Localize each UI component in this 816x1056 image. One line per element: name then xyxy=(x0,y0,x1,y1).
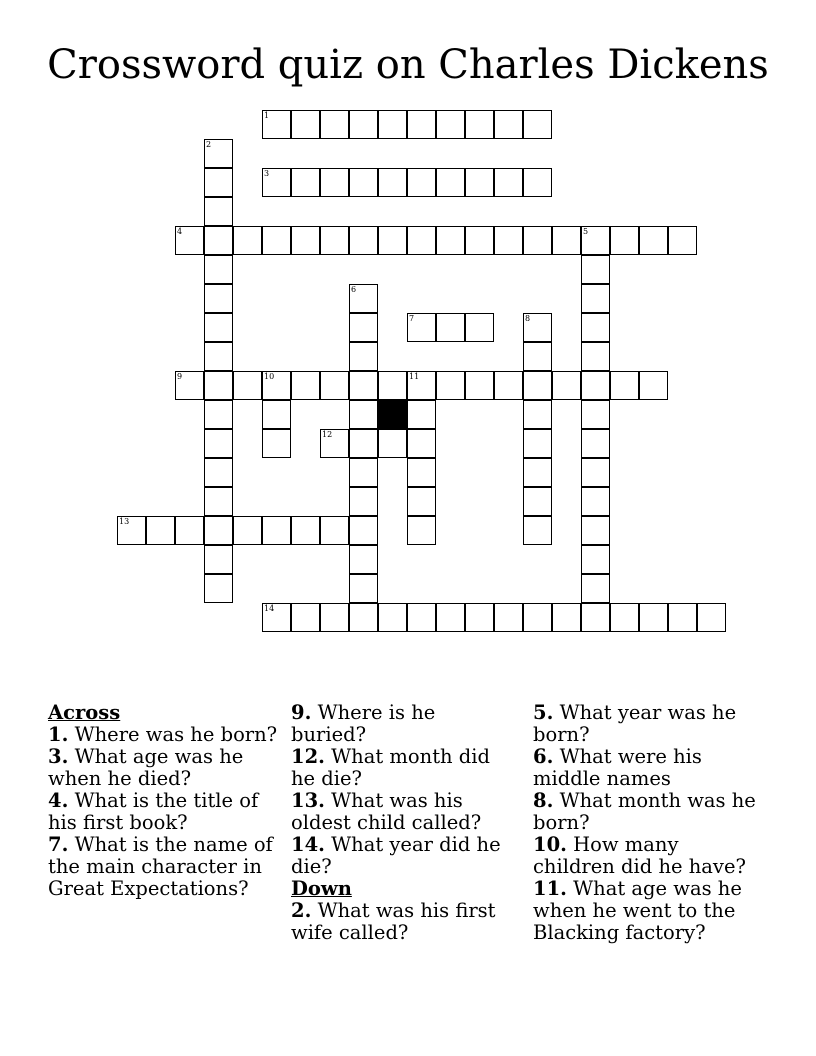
grid-cell[interactable] xyxy=(581,458,610,487)
clue-text: Where is he buried? xyxy=(291,701,436,746)
grid-cell[interactable] xyxy=(146,516,175,545)
grid-cell[interactable] xyxy=(610,371,639,400)
grid-cell[interactable] xyxy=(204,313,233,342)
grid-cell[interactable] xyxy=(291,226,320,255)
grid-cell[interactable] xyxy=(378,603,407,632)
cell-number: 11 xyxy=(409,372,420,381)
grid-cell[interactable] xyxy=(436,110,465,139)
grid-cell[interactable] xyxy=(349,226,378,255)
clue-across-4 xyxy=(48,790,288,834)
grid-cell[interactable] xyxy=(349,487,378,516)
grid-cell[interactable] xyxy=(262,400,291,429)
clue-down-8 xyxy=(533,790,763,834)
grid-cell[interactable] xyxy=(349,574,378,603)
cell-number: 13 xyxy=(119,517,130,526)
grid-cell[interactable] xyxy=(233,371,262,400)
grid-cell[interactable] xyxy=(204,168,233,197)
grid-cell[interactable] xyxy=(407,429,436,458)
clue-text: What was his oldest child called? xyxy=(291,789,482,834)
cell-number: 3 xyxy=(264,169,270,178)
grid-cell[interactable] xyxy=(523,458,552,487)
grid-cell[interactable] xyxy=(262,516,291,545)
grid-cell[interactable] xyxy=(523,313,552,342)
grid-cell[interactable] xyxy=(581,545,610,574)
clue-across-12 xyxy=(291,746,516,790)
grid-cell[interactable] xyxy=(291,603,320,632)
grid-cell[interactable] xyxy=(291,168,320,197)
grid-cell[interactable] xyxy=(552,603,581,632)
grid-cell[interactable] xyxy=(233,516,262,545)
grid-cell[interactable] xyxy=(204,139,233,168)
grid-cell[interactable] xyxy=(581,603,610,632)
clue-down-2 xyxy=(291,900,516,944)
clue-text: What age was he when he died? xyxy=(48,745,244,790)
grid-cell[interactable] xyxy=(204,545,233,574)
grid-cell[interactable] xyxy=(349,516,378,545)
clue-across-1 xyxy=(48,724,288,746)
grid-cell[interactable] xyxy=(320,226,349,255)
clue-number: 7. xyxy=(48,833,69,856)
grid-cell[interactable] xyxy=(407,110,436,139)
grid-cell[interactable] xyxy=(407,603,436,632)
grid-cell[interactable] xyxy=(262,371,291,400)
grid-cell[interactable] xyxy=(465,313,494,342)
clue-text: Where was he born? xyxy=(74,723,278,746)
clue-down-6 xyxy=(533,746,763,790)
grid-cell[interactable] xyxy=(378,226,407,255)
clue-text: What month did he die? xyxy=(291,745,490,790)
grid-cell[interactable] xyxy=(407,371,436,400)
grid-cell[interactable] xyxy=(581,400,610,429)
grid-cell[interactable] xyxy=(581,284,610,313)
cell-number: 12 xyxy=(322,430,333,439)
clue-number: 3. xyxy=(48,745,69,768)
clue-number: 5. xyxy=(533,701,554,724)
clue-text: How many children did he have? xyxy=(533,833,746,878)
grid-cell[interactable] xyxy=(204,284,233,313)
grid-cell[interactable] xyxy=(320,603,349,632)
grid-cell[interactable] xyxy=(204,429,233,458)
grid-cell[interactable] xyxy=(349,168,378,197)
grid-cell[interactable] xyxy=(523,110,552,139)
grid-cell[interactable] xyxy=(320,168,349,197)
grid-cell[interactable] xyxy=(378,429,407,458)
grid-cell[interactable] xyxy=(175,371,204,400)
clue-text: What age was he when he went to the Blacking factory? xyxy=(533,877,742,944)
grid-cell[interactable] xyxy=(204,574,233,603)
grid-cell[interactable] xyxy=(378,110,407,139)
grid-cell[interactable] xyxy=(262,110,291,139)
clue-number: 12. xyxy=(291,745,325,768)
grid-cell[interactable] xyxy=(494,226,523,255)
grid-cell[interactable] xyxy=(523,603,552,632)
grid-cell[interactable] xyxy=(668,603,697,632)
grid-cell[interactable] xyxy=(204,226,233,255)
grid-cell[interactable] xyxy=(523,168,552,197)
grid-cell[interactable] xyxy=(523,400,552,429)
grid-cell[interactable] xyxy=(407,313,436,342)
across-heading: Across xyxy=(48,701,121,724)
grid-cell[interactable] xyxy=(581,574,610,603)
grid-cell[interactable] xyxy=(581,342,610,371)
grid-cell[interactable] xyxy=(581,516,610,545)
clue-column-3 xyxy=(533,702,763,944)
grid-cell[interactable] xyxy=(204,458,233,487)
grid-cell[interactable] xyxy=(349,342,378,371)
clue-across-3 xyxy=(48,746,288,790)
cell-number: 14 xyxy=(264,604,275,613)
grid-cell[interactable] xyxy=(349,545,378,574)
grid-cell[interactable] xyxy=(117,516,146,545)
grid-cell[interactable] xyxy=(407,487,436,516)
grid-cell[interactable] xyxy=(523,226,552,255)
grid-cell[interactable] xyxy=(349,429,378,458)
grid-cell[interactable] xyxy=(204,342,233,371)
grid-cell[interactable] xyxy=(581,226,610,255)
grid-cell[interactable] xyxy=(407,516,436,545)
down-heading: Down xyxy=(291,877,352,900)
grid-cell[interactable] xyxy=(523,371,552,400)
cell-number: 8 xyxy=(525,314,531,323)
cell-number: 2 xyxy=(206,140,212,149)
grid-cell[interactable] xyxy=(436,371,465,400)
grid-cell[interactable] xyxy=(262,429,291,458)
grid-cell[interactable] xyxy=(436,313,465,342)
grid-cell[interactable] xyxy=(581,313,610,342)
grid-cell[interactable] xyxy=(378,371,407,400)
clue-text: What were his middle names xyxy=(533,745,702,790)
clue-text: What is the title of his first book? xyxy=(48,789,259,834)
grid-cell[interactable] xyxy=(349,371,378,400)
cell-number: 1 xyxy=(264,111,270,120)
clue-number: 8. xyxy=(533,789,554,812)
clue-column-2 xyxy=(291,702,516,944)
grid-cell[interactable] xyxy=(436,168,465,197)
clue-number: 11. xyxy=(533,877,567,900)
grid-cell[interactable] xyxy=(204,371,233,400)
clue-text: What month was he born? xyxy=(533,789,756,834)
grid-cell[interactable] xyxy=(639,603,668,632)
clue-number: 14. xyxy=(291,833,325,856)
grid-cell[interactable] xyxy=(320,371,349,400)
grid-cell[interactable] xyxy=(465,226,494,255)
black-square xyxy=(378,400,407,429)
grid-cell[interactable] xyxy=(552,371,581,400)
clue-down-5 xyxy=(533,702,763,746)
clue-across-9 xyxy=(291,702,516,746)
grid-cell[interactable] xyxy=(465,603,494,632)
grid-cell[interactable] xyxy=(262,226,291,255)
cell-number: 6 xyxy=(351,285,357,294)
grid-cell[interactable] xyxy=(494,603,523,632)
clue-across-13 xyxy=(291,790,516,834)
grid-cell[interactable] xyxy=(465,110,494,139)
grid-cell[interactable] xyxy=(494,110,523,139)
grid-cell[interactable] xyxy=(436,226,465,255)
page-title: Crossword quiz on Charles Dickens xyxy=(47,42,769,88)
clue-number: 9. xyxy=(291,701,312,724)
grid-cell[interactable] xyxy=(639,371,668,400)
cell-number: 5 xyxy=(583,227,589,236)
grid-cell[interactable] xyxy=(523,516,552,545)
grid-cell[interactable] xyxy=(697,603,726,632)
grid-cell[interactable] xyxy=(668,226,697,255)
grid-cell[interactable] xyxy=(291,371,320,400)
clue-number: 1. xyxy=(48,723,69,746)
clue-number: 13. xyxy=(291,789,325,812)
grid-cell[interactable] xyxy=(262,168,291,197)
clue-number: 6. xyxy=(533,745,554,768)
grid-cell[interactable] xyxy=(262,603,291,632)
grid-cell[interactable] xyxy=(639,226,668,255)
grid-cell[interactable] xyxy=(581,429,610,458)
clue-number: 2. xyxy=(291,899,312,922)
grid-cell[interactable] xyxy=(291,516,320,545)
clue-text: What year was he born? xyxy=(533,701,737,746)
grid-cell[interactable] xyxy=(407,168,436,197)
clue-across-14 xyxy=(291,834,516,878)
grid-cell[interactable] xyxy=(407,400,436,429)
clue-across-7 xyxy=(48,834,288,900)
grid-cell[interactable] xyxy=(349,400,378,429)
clue-number: 4. xyxy=(48,789,69,812)
grid-cell[interactable] xyxy=(291,110,320,139)
clue-text: What was his first wife called? xyxy=(291,899,496,944)
grid-cell[interactable] xyxy=(610,603,639,632)
grid-cell[interactable] xyxy=(349,110,378,139)
grid-cell[interactable] xyxy=(407,226,436,255)
grid-cell[interactable] xyxy=(204,487,233,516)
grid-cell[interactable] xyxy=(349,313,378,342)
cell-number: 7 xyxy=(409,314,415,323)
grid-cell[interactable] xyxy=(349,458,378,487)
grid-cell[interactable] xyxy=(581,371,610,400)
grid-cell[interactable] xyxy=(349,284,378,313)
grid-cell[interactable] xyxy=(552,226,581,255)
grid-cell[interactable] xyxy=(233,226,262,255)
grid-cell[interactable] xyxy=(175,516,204,545)
grid-cell[interactable] xyxy=(378,168,407,197)
clue-text: What year did he die? xyxy=(291,833,501,878)
grid-cell[interactable] xyxy=(204,255,233,284)
grid-cell[interactable] xyxy=(465,168,494,197)
grid-cell[interactable] xyxy=(204,516,233,545)
grid-cell[interactable] xyxy=(175,226,204,255)
grid-cell[interactable] xyxy=(320,429,349,458)
grid-cell[interactable] xyxy=(581,255,610,284)
clue-down-10 xyxy=(533,834,763,878)
grid-cell[interactable] xyxy=(204,400,233,429)
cell-number: 9 xyxy=(177,372,183,381)
grid-cell[interactable] xyxy=(436,603,465,632)
grid-cell[interactable] xyxy=(494,168,523,197)
grid-cell[interactable] xyxy=(523,342,552,371)
clue-number: 10. xyxy=(533,833,567,856)
grid-cell[interactable] xyxy=(581,487,610,516)
clue-text: What is the name of the main character in Great Expectations? xyxy=(48,833,273,900)
grid-cell[interactable] xyxy=(523,429,552,458)
clue-column-1 xyxy=(48,702,288,900)
grid-cell[interactable] xyxy=(204,197,233,226)
grid-cell[interactable] xyxy=(494,371,523,400)
grid-cell[interactable] xyxy=(349,603,378,632)
grid-cell[interactable] xyxy=(523,487,552,516)
grid-cell[interactable] xyxy=(465,371,494,400)
grid-cell[interactable] xyxy=(320,110,349,139)
clue-down-11 xyxy=(533,878,763,944)
grid-cell[interactable] xyxy=(320,516,349,545)
grid-cell[interactable] xyxy=(610,226,639,255)
cell-number: 4 xyxy=(177,227,183,236)
grid-cell[interactable] xyxy=(407,458,436,487)
cell-number: 10 xyxy=(264,372,275,381)
